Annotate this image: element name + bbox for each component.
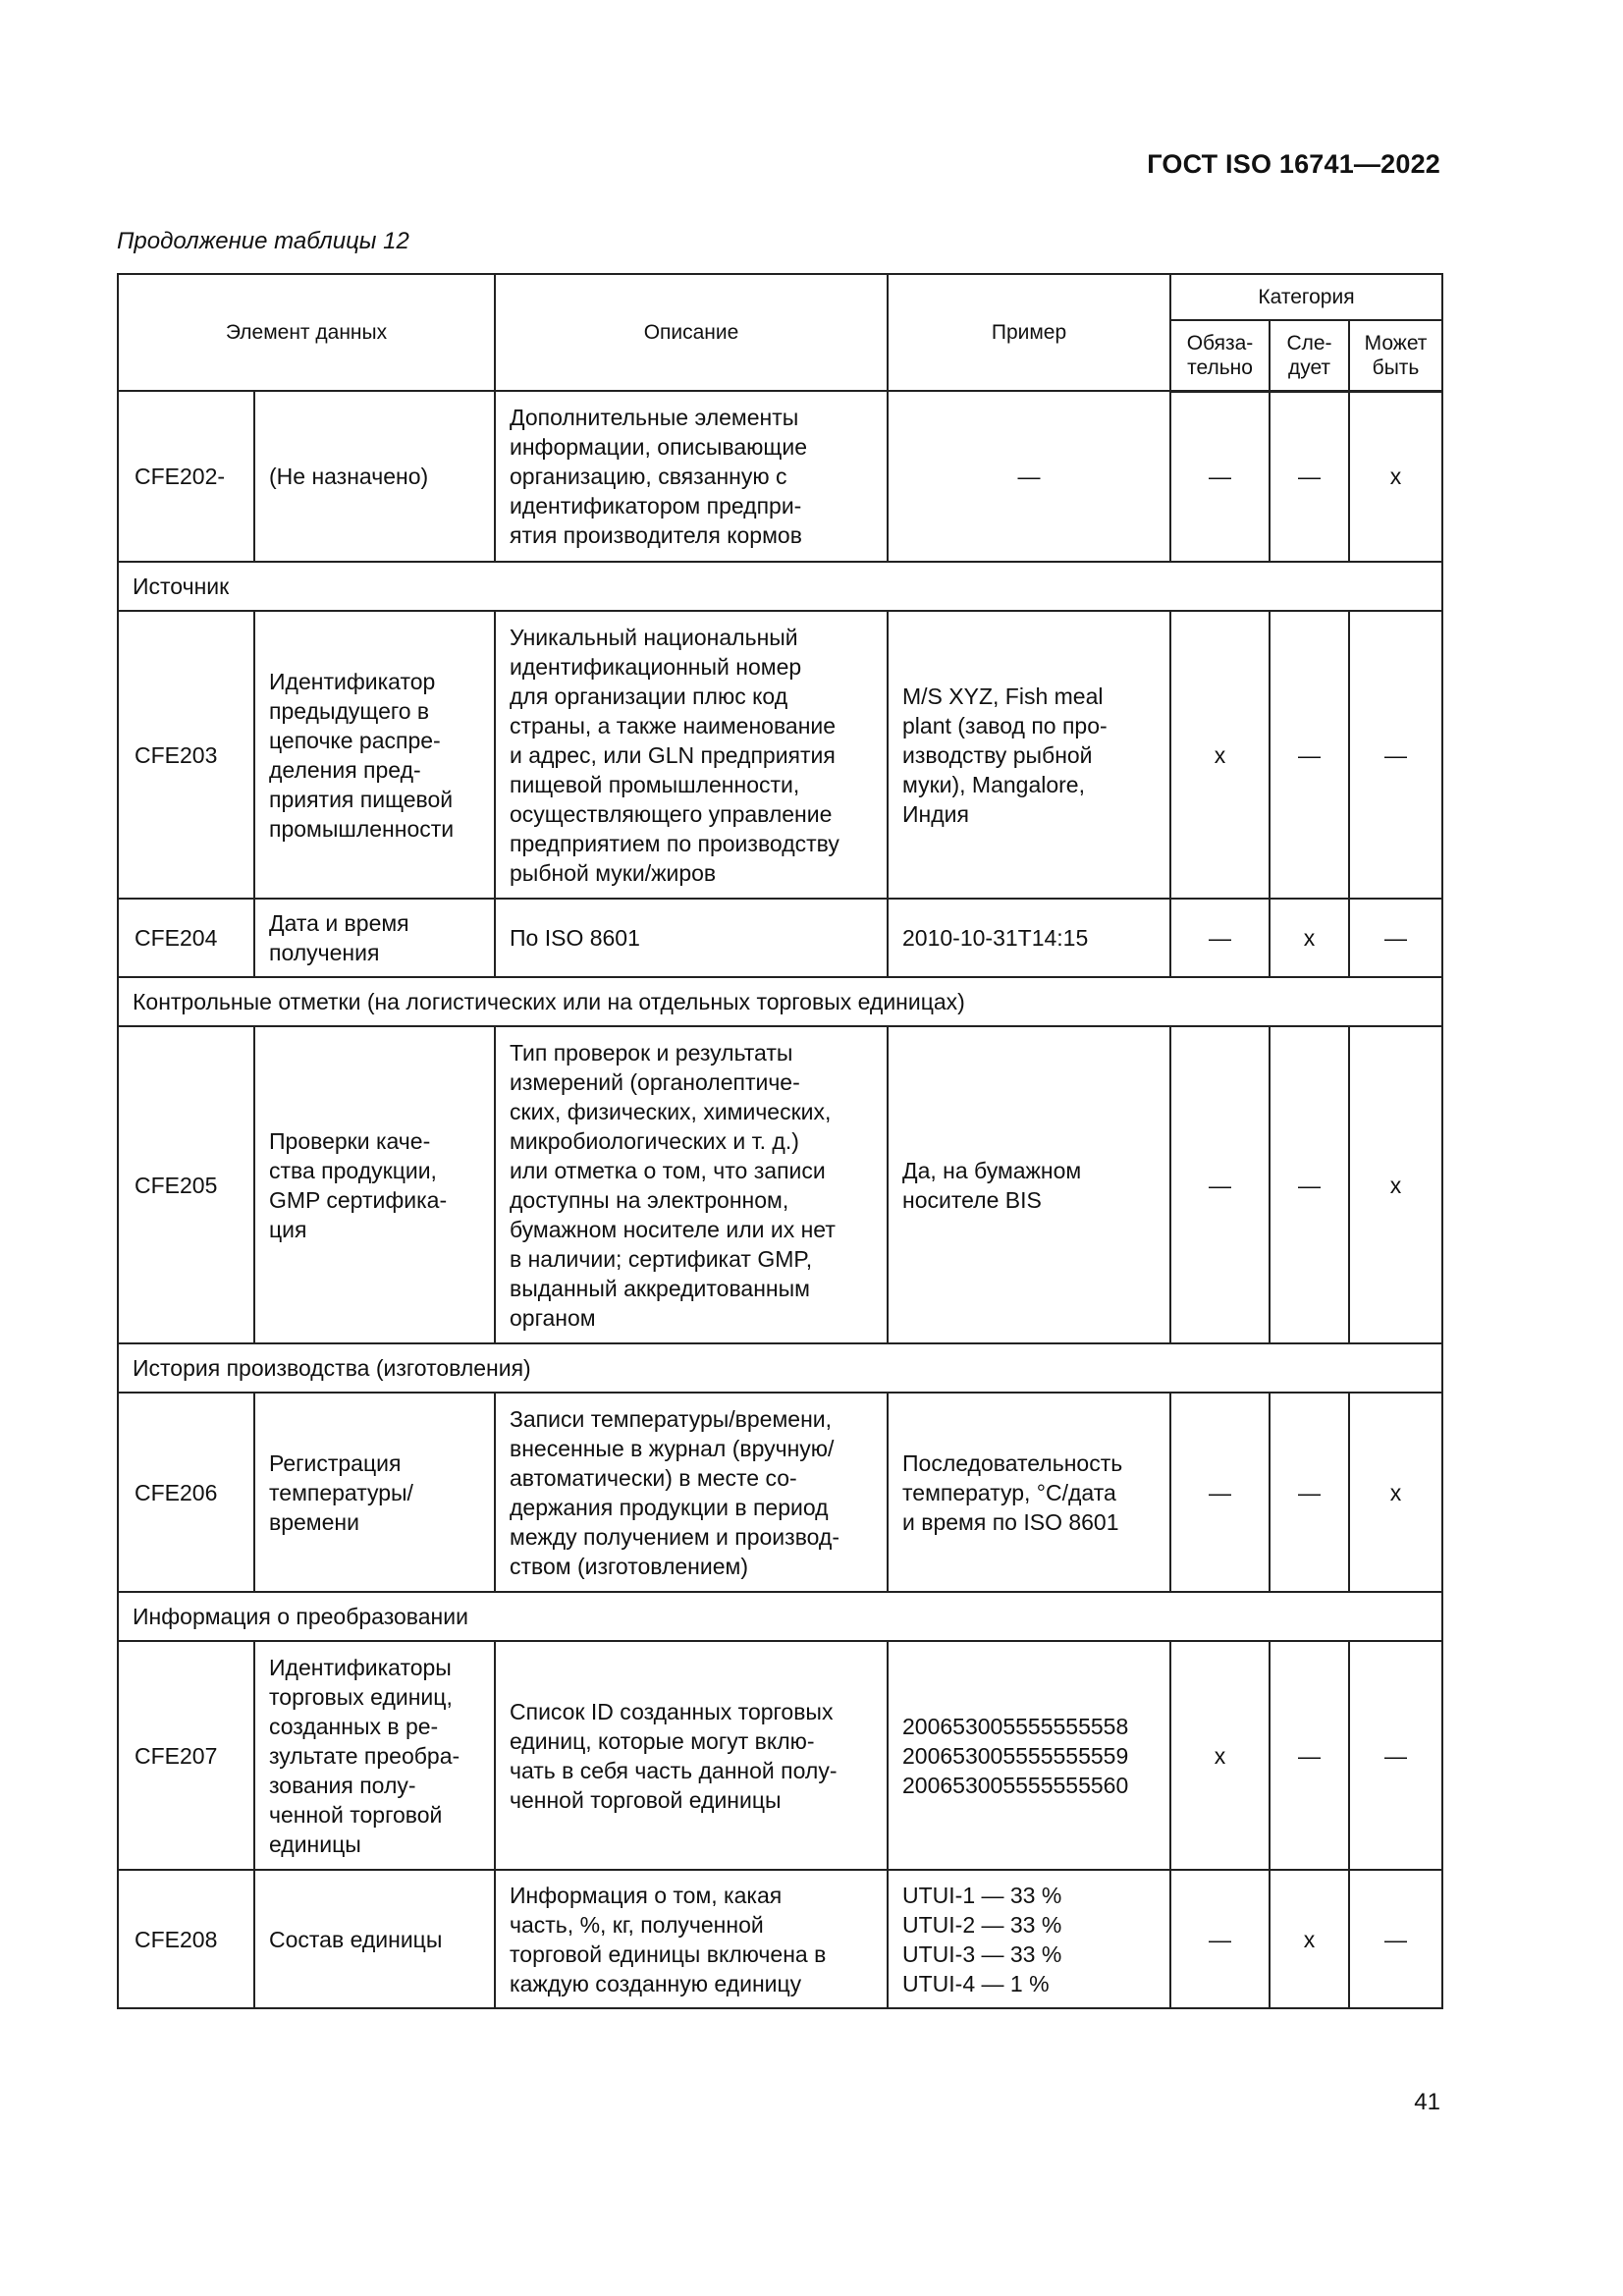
section-title: Информация о преобразовании <box>118 1592 1442 1641</box>
section-title: История производства (изготовления) <box>118 1343 1442 1393</box>
element-description: Уникальный национальный идентификационный номер для организации плюс код страны, а также наименование и адрес, или GLN предприятия пищевой промышленности, осуществляющего управление предприятием по производству рыбной муки/жиров <box>495 611 888 899</box>
header-should: Сле- дует <box>1270 320 1349 391</box>
element-code: CFE207 <box>118 1641 254 1870</box>
element-name: Регистрация температуры/ времени <box>254 1393 495 1592</box>
category-required: x <box>1170 611 1270 899</box>
section-title: Источник <box>118 562 1442 611</box>
element-code: CFE208 <box>118 1870 254 2008</box>
element-name: (Не назначено) <box>254 391 495 562</box>
table-row <box>118 611 1442 899</box>
document-code: ГОСТ ISO 16741—2022 <box>1147 149 1440 179</box>
element-description: Информация о том, какая часть, %, кг, полученной торговой единицы включена в каждую созданную единицу <box>495 1870 888 2008</box>
table-row <box>118 1870 1442 2008</box>
header-description: Описание <box>495 274 888 391</box>
table-row <box>118 391 1442 562</box>
element-code: CFE206 <box>118 1393 254 1592</box>
element-description: По ISO 8601 <box>495 899 888 977</box>
category-may: — <box>1349 1641 1442 1870</box>
element-description: Записи температуры/времени, внесенные в журнал (вручную/ автоматически) в месте со- держания продукции в период между получением и производ- ством (изготовлением) <box>495 1393 888 1592</box>
category-should: — <box>1270 611 1349 899</box>
category-may: x <box>1349 1026 1442 1343</box>
category-should: x <box>1270 1870 1349 2008</box>
category-required: — <box>1170 1026 1270 1343</box>
category-may: — <box>1349 1870 1442 2008</box>
section-row-history <box>118 1343 1442 1393</box>
category-may: — <box>1349 611 1442 899</box>
table-row <box>118 1026 1442 1343</box>
element-code: CFE205 <box>118 1026 254 1343</box>
header-element: Элемент данных <box>118 274 495 391</box>
table-row <box>118 899 1442 977</box>
category-required: — <box>1170 899 1270 977</box>
element-name: Идентификатор предыдущего в цепочке распре- деления пред- приятия пищевой промышленности <box>254 611 495 899</box>
element-example: Да, на бумажном носителе BIS <box>888 1026 1170 1343</box>
table-row <box>118 1393 1442 1592</box>
category-should: — <box>1270 1393 1349 1592</box>
element-name: Дата и время получения <box>254 899 495 977</box>
category-may: x <box>1349 1393 1442 1592</box>
section-row-transform <box>118 1592 1442 1641</box>
element-example: 2010-10-31T14:15 <box>888 899 1170 977</box>
element-code: CFE202- <box>118 391 254 562</box>
element-description: Дополнительные элементы информации, описывающие организацию, связанную с идентификатором предпри- ятия производителя кормов <box>495 391 888 562</box>
header-may: Может быть <box>1349 320 1442 391</box>
category-required: x <box>1170 1641 1270 1870</box>
element-code: CFE203 <box>118 611 254 899</box>
element-example: M/S XYZ, Fish meal plant (завод по про- изводству рыбной муки), Mangalore, Индия <box>888 611 1170 899</box>
table-row <box>118 1641 1442 1870</box>
category-should: x <box>1270 899 1349 977</box>
category-required: — <box>1170 1870 1270 2008</box>
element-example: Последовательность температур, °C/дата и время по ISO 8601 <box>888 1393 1170 1592</box>
section-row-control <box>118 977 1442 1026</box>
header-example: Пример <box>888 274 1170 391</box>
element-name: Состав единицы <box>254 1870 495 2008</box>
page-number: 41 <box>1414 2089 1440 2115</box>
section-title: Контрольные отметки (на логистических или на отдельных торговых единицах) <box>118 977 1442 1026</box>
element-description: Тип проверок и результаты измерений (органолептиче- ских, физических, химических, микробиологических и т. д.) или отметка о том, что записи доступны на электронном, бумажном носителе или их нет в наличии; сертификат GMP, выданный аккредитованным органом <box>495 1026 888 1343</box>
category-may: x <box>1349 391 1442 562</box>
data-elements-table <box>117 273 1443 2009</box>
element-name: Проверки каче- ства продукции, GMP сертифика- ция <box>254 1026 495 1343</box>
element-description: Список ID созданных торговых единиц, которые могут вклю- чать в себя часть данной полу- ченной торговой единицы <box>495 1641 888 1870</box>
header-required: Обяза- тельно <box>1170 320 1270 391</box>
element-example: 200653005555555558 200653005555555559 200653005555555560 <box>888 1641 1170 1870</box>
section-row-source <box>118 562 1442 611</box>
category-may: — <box>1349 899 1442 977</box>
element-name: Идентификаторы торговых единиц, созданных в ре- зультате преобра- зования полу- ченной торговой единицы <box>254 1641 495 1870</box>
category-required: — <box>1170 1393 1270 1592</box>
element-code: CFE204 <box>118 899 254 977</box>
category-should: — <box>1270 1026 1349 1343</box>
header-category: Категория <box>1170 274 1442 320</box>
table-continuation-caption: Продолжение таблицы 12 <box>117 228 409 254</box>
category-should: — <box>1270 391 1349 562</box>
category-required: — <box>1170 391 1270 562</box>
element-example: — <box>888 391 1170 562</box>
element-example: UTUI-1 — 33 % UTUI-2 — 33 % UTUI-3 — 33 % UTUI-4 — 1 % <box>888 1870 1170 2008</box>
category-should: — <box>1270 1641 1349 1870</box>
header-row-top <box>118 274 1442 320</box>
